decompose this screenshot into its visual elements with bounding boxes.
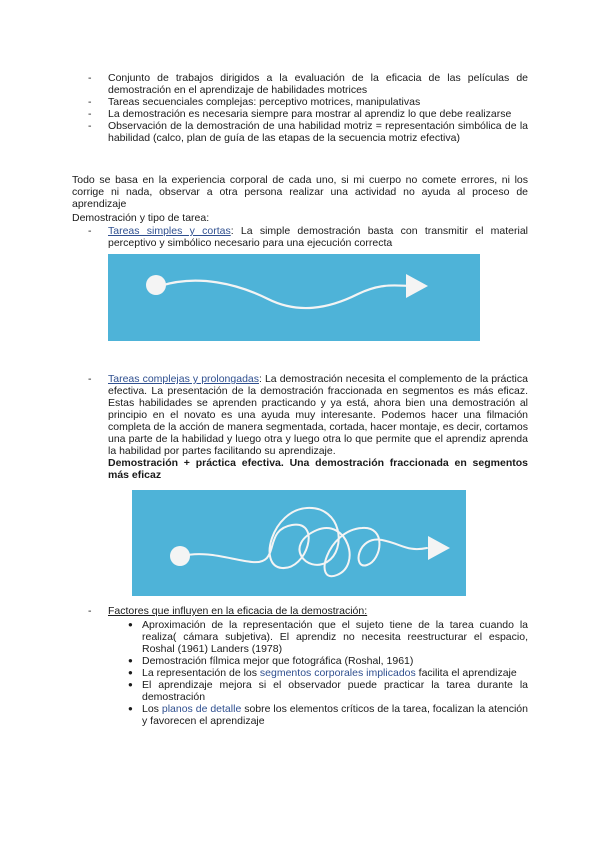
complex-task-term: Tareas complejas y prolongadas	[108, 373, 259, 385]
body-paragraph: Todo se basa en la experiencia corporal de cada uno, si mi cuerpo no comete errores, ni los corrige ni nada, observar a otra persona realizar una actividad no ayuda al proceso de aprendizaje	[72, 174, 528, 210]
factors-heading: - Factores que influyen en la eficacia de la demostración:	[88, 605, 368, 617]
list-item: ● Aproximación de la representación que el sujeto tiene de la tarea cuando la realiza( cámara subjetiva). El aprendiz no necesita reestructurar el espacio, Roshal (1961) Landers (1978)	[128, 619, 528, 655]
list-item: - Tareas secuenciales complejas: perceptivo motrices, manipulativas	[88, 96, 421, 108]
complex-task-item: - Tareas complejas y prolongadas: La demostración necesita el complemento de la práctica efectiva. La presentación de la demostración fraccionada en segmentos es más eficaz. Estas habilidades se aprenden practicando y ya está, ahora bien una demostración al principio en el novato es una ayuda muy interesante. Podemos hacer una filmación completa de la acción de manera segmentada, cortada, hacer montaje, es decir, cortamos una parte de la habilidad y luego otra y luego otra lo que permite que el aprendiz aprenda la habilidad por partes facilitando su aprendizaje. Demostración + práctica efectiva. Una demostración fraccionada en segmentos más eficaz	[88, 373, 528, 481]
link-text: segmentos corporales implicados	[259, 667, 416, 679]
complex-path-image	[132, 490, 466, 596]
list-item: - Conjunto de trabajos dirigidos a la evaluación de la eficacia de las películas de demostración en el aprendizaje de habilidades motrices	[88, 72, 528, 96]
factors-list	[128, 619, 528, 727]
link-text: planos de detalle	[161, 703, 242, 715]
list-item: ● Demostración fílmica mejor que fotográfica (Roshal, 1961)	[128, 655, 414, 667]
list-item: - La demostración es necesaria siempre para mostrar al aprendiz lo que debe realizarse	[88, 108, 512, 120]
subheading: Demostración y tipo de tarea:	[72, 212, 210, 224]
simple-task-term: Tareas simples y cortas	[108, 225, 231, 237]
list-item: - Observación de la demostración de una habilidad motriz = representación simbólica de la habilidad (calco, plan de guía de las etapas de la secuencia motriz efectiva)	[88, 120, 528, 144]
list-item: ● El aprendizaje mejora si el observador puede practicar la tarea durante la demostración	[128, 679, 528, 703]
simple-task-item: - Tareas simples y cortas: La simple demostración basta con transmitir el material perceptivo y simbólico necesario para una ejecución correcta	[88, 225, 529, 249]
list-item: ● La representación de los segmentos corporales implicados facilita el aprendizaje	[128, 667, 517, 679]
complex-task-bold: Demostración + práctica efectiva. Una demostración fraccionada en segmentos más eficaz	[108, 457, 528, 481]
list-item: ● Los planos de detalle sobre los elementos críticos de la tarea, focalizan la atención y favorecen el aprendizaje	[128, 703, 528, 727]
top-dash-list	[88, 72, 528, 144]
simple-path-image	[108, 254, 480, 341]
